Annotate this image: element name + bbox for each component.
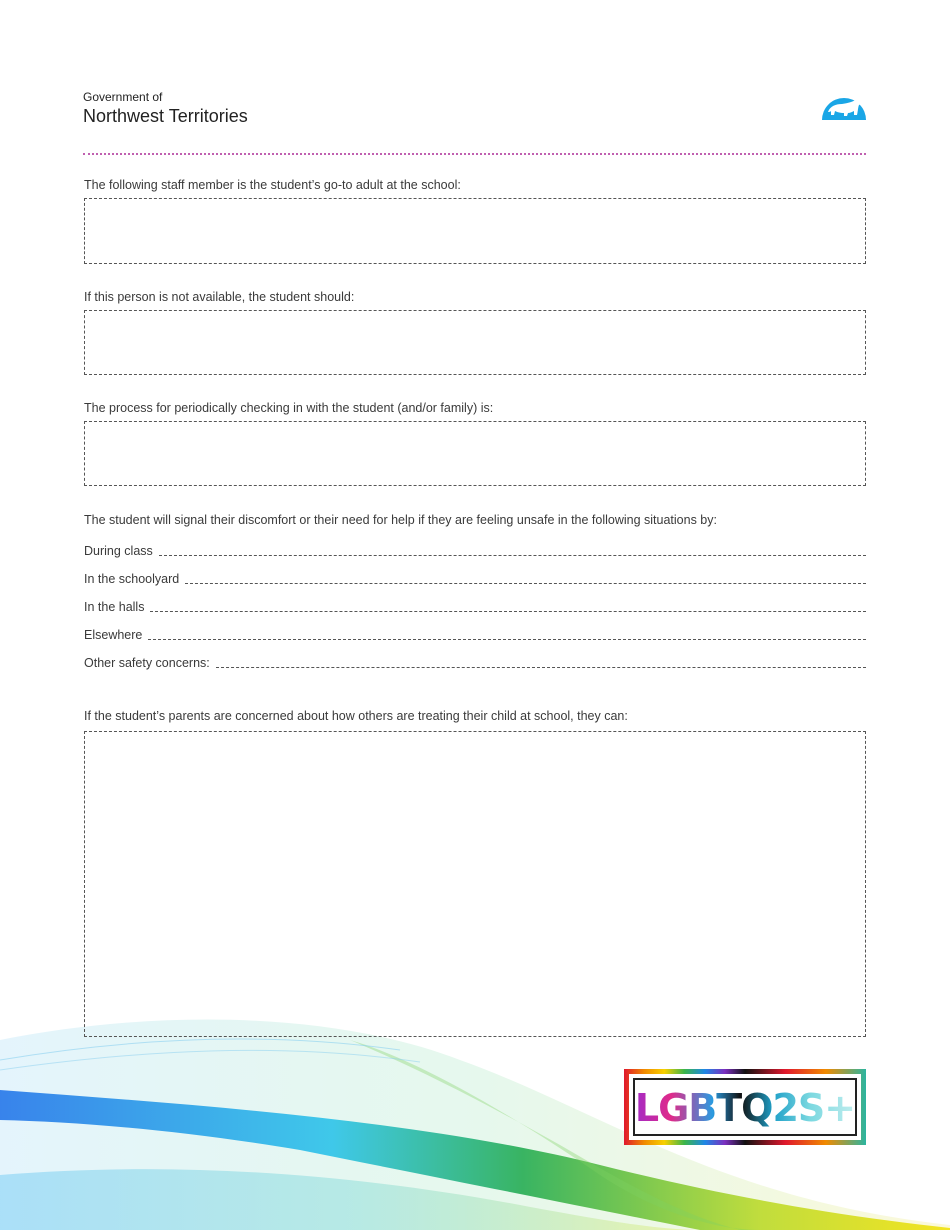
go-to-adult-label: The following staff member is the student’s go-to adult at the school: <box>84 178 461 192</box>
situation-other[interactable] <box>84 652 866 670</box>
gov-line-large: Northwest Territories <box>83 106 248 126</box>
situation-line[interactable] <box>185 582 866 584</box>
situation-line[interactable] <box>216 666 866 668</box>
check-in-label: The process for periodically checking in with the student (and/or family) is: <box>84 401 494 415</box>
gov-line-small: Government of <box>83 90 163 104</box>
situation-schoolyard[interactable] <box>84 568 866 586</box>
situation-label: In the schoolyard <box>84 572 180 586</box>
check-in-field[interactable] <box>84 421 866 486</box>
not-available-label: If this person is not available, the student should: <box>84 290 355 304</box>
not-available-field[interactable] <box>84 310 866 375</box>
gov-header <box>83 90 248 127</box>
situation-during-class[interactable] <box>84 540 866 558</box>
parents-label: If the student’s parents are concerned about how others are treating their child at school, they can: <box>84 709 628 723</box>
situation-halls[interactable] <box>84 596 866 614</box>
situation-line[interactable] <box>150 610 866 612</box>
signal-label: The student will signal their discomfort or their need for help if they are feeling unsafe in the following situations by: <box>84 513 717 527</box>
situation-line[interactable] <box>159 554 866 556</box>
situation-elsewhere[interactable] <box>84 624 866 642</box>
badge-text: LGBTQ2S+ <box>629 1086 861 1130</box>
header-divider <box>83 153 866 155</box>
situation-label: Other safety concerns: <box>84 656 210 670</box>
polar-bear-logo-icon <box>820 84 868 122</box>
situation-line[interactable] <box>148 638 866 640</box>
parents-field[interactable] <box>84 731 866 1037</box>
go-to-adult-field[interactable] <box>84 198 866 264</box>
lgbtq-badge <box>624 1069 866 1145</box>
situation-label: In the halls <box>84 600 145 614</box>
situation-label: Elsewhere <box>84 628 143 642</box>
situation-label: During class <box>84 544 153 558</box>
